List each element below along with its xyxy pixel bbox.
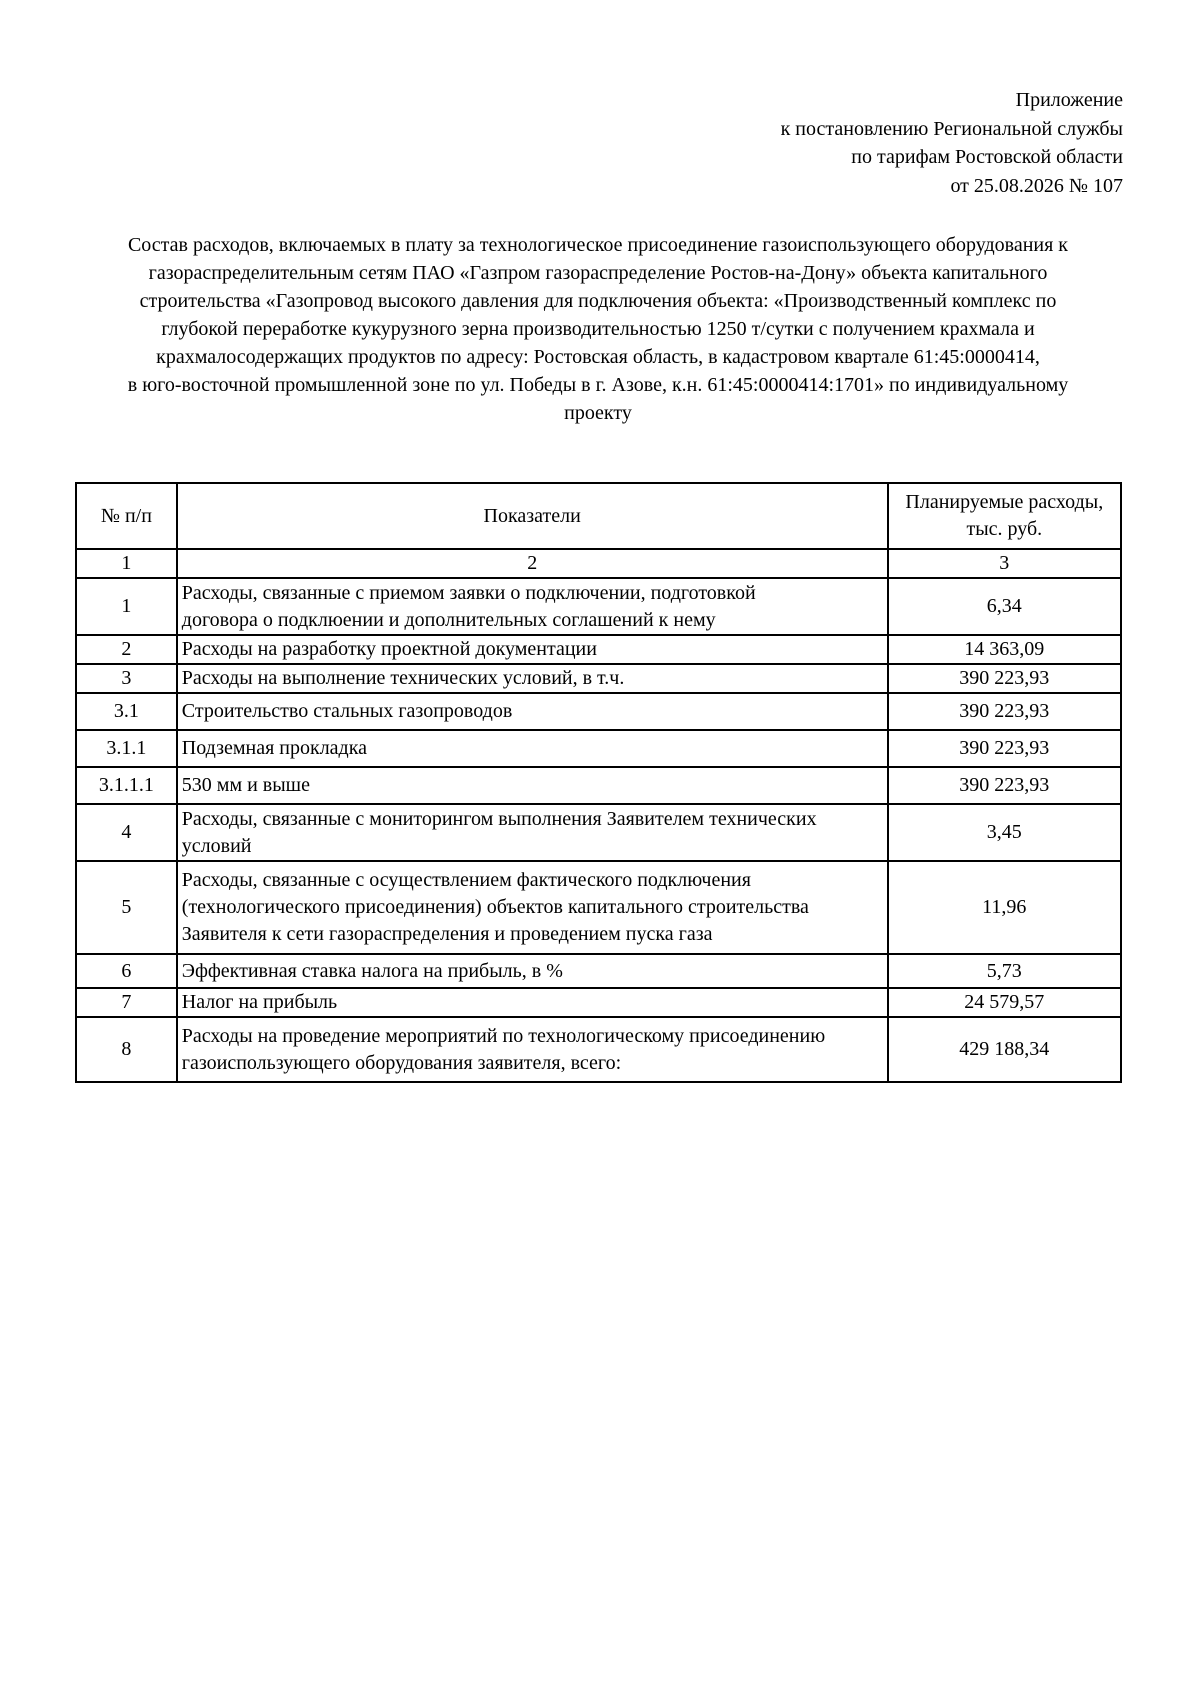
table-row	[76, 578, 1121, 635]
row-name-line: Расходы на проведение мероприятий по технологическому присоединению	[181, 1024, 826, 1047]
title-line: строительства «Газопровод высокого давления для подключения объекта: «Производственный комплекс по	[139, 290, 1057, 312]
row-name-line: Строительство стальных газопроводов	[181, 700, 513, 722]
row-num: 3.1.1.1	[76, 767, 177, 804]
column-number-row	[76, 549, 1121, 578]
row-name-line: (технологического присоединения) объектов капитального строительства	[181, 896, 809, 918]
row-name-line: условий	[181, 834, 252, 857]
row-name	[177, 988, 888, 1017]
row-value: 429 188,34	[888, 1017, 1121, 1082]
table-row	[76, 635, 1121, 664]
appendix-line: от 25.08.2026 № 107	[950, 174, 1123, 197]
row-name	[177, 804, 888, 861]
table-row	[76, 664, 1121, 693]
document-title	[74, 231, 1122, 427]
table-row	[76, 1017, 1121, 1082]
row-num: 3.1.1	[76, 730, 177, 767]
row-num: 2	[76, 635, 177, 664]
row-name-line: Заявителя к сети газораспределения и проведением пуска газа	[181, 923, 713, 945]
row-name-line: Налог на прибыль	[181, 991, 338, 1013]
row-name-line: договора о подклюении и дополнительных соглашений к нему	[181, 608, 716, 631]
table-row	[76, 988, 1121, 1017]
row-name-line: 530 мм и выше	[181, 774, 310, 796]
table-row	[76, 730, 1121, 767]
row-value: 390 223,93	[888, 693, 1121, 730]
table-row	[76, 861, 1121, 954]
header-name: Показатели	[177, 483, 888, 549]
appendix-line: к постановлению Региональной службы	[780, 117, 1123, 140]
table-row	[76, 693, 1121, 730]
title-line: крахмалосодержащих продуктов по адресу: Ростовская область, в кадастровом квартале 61:45:0000414,	[156, 346, 1040, 368]
row-num: 1	[76, 578, 177, 635]
row-value: 11,96	[888, 861, 1121, 954]
row-value: 390 223,93	[888, 767, 1121, 804]
table-row	[76, 804, 1121, 861]
header-value-line: тыс. руб.	[966, 518, 1043, 540]
row-name	[177, 693, 888, 730]
row-name	[177, 767, 888, 804]
header-value-line: Планируемые расходы,	[905, 491, 1104, 513]
costs-table	[75, 482, 1122, 1083]
row-name	[177, 730, 888, 767]
title-line: в юго-восточной промышленной зоне по ул. Победы в г. Азове, к.н. 61:45:0000414:1701» по индивидуальному	[127, 374, 1069, 396]
row-name-line: Расходы, связанные с мониторингом выполнения Заявителем технических	[181, 807, 817, 830]
row-num: 3	[76, 664, 177, 693]
table-header-row	[76, 483, 1121, 549]
row-value: 24 579,57	[888, 988, 1121, 1017]
row-num: 5	[76, 861, 177, 954]
row-name-line: Расходы, связанные с осуществлением фактического подключения	[181, 869, 751, 891]
row-value: 3,45	[888, 804, 1121, 861]
row-name-line: Расходы на выполнение технических условий, в т.ч.	[181, 667, 625, 689]
column-number: 1	[76, 549, 177, 578]
appendix-line: Приложение	[1015, 89, 1123, 111]
row-value: 14 363,09	[888, 635, 1121, 664]
row-num: 3.1	[76, 693, 177, 730]
header-num: № п/п	[76, 483, 177, 549]
title-line: Состав расходов, включаемых в плату за технологическое присоединение газоиспользующего оборудования к	[127, 234, 1069, 256]
title-line: газораспределительным сетям ПАО «Газпром газораспределение Ростов-на-Дону» объекта капитального	[148, 262, 1048, 284]
row-name	[177, 954, 888, 988]
row-name-line: газоиспользующего оборудования заявителя, всего:	[181, 1051, 622, 1074]
row-name-line: Расходы на разработку проектной документации	[181, 638, 597, 660]
row-name-line: Подземная прокладка	[181, 737, 368, 759]
row-name	[177, 1017, 888, 1082]
row-num: 6	[76, 954, 177, 988]
column-number: 3	[888, 549, 1121, 578]
column-number: 2	[177, 549, 888, 578]
row-name	[177, 664, 888, 693]
row-name-line: Эффективная ставка налога на прибыль, в %	[181, 959, 563, 982]
row-value: 390 223,93	[888, 730, 1121, 767]
table-row	[76, 767, 1121, 804]
appendix-line: по тарифам Ростовской области	[851, 146, 1123, 168]
appendix-block	[781, 86, 1123, 200]
row-num: 4	[76, 804, 177, 861]
row-name	[177, 578, 888, 635]
row-value: 6,34	[888, 578, 1121, 635]
row-name	[177, 635, 888, 664]
row-num: 7	[76, 988, 177, 1017]
row-name-line: Расходы, связанные с приемом заявки о подключении, подготовкой	[181, 581, 756, 604]
row-value: 5,73	[888, 954, 1121, 988]
header-value	[888, 483, 1121, 549]
row-name	[177, 861, 888, 954]
title-line: проекту	[564, 402, 632, 424]
table-row	[76, 954, 1121, 988]
row-num: 8	[76, 1017, 177, 1082]
title-line: глубокой переработке кукурузного зерна производительностью 1250 т/сутки с получением крахмала и	[161, 318, 1035, 340]
row-value: 390 223,93	[888, 664, 1121, 693]
